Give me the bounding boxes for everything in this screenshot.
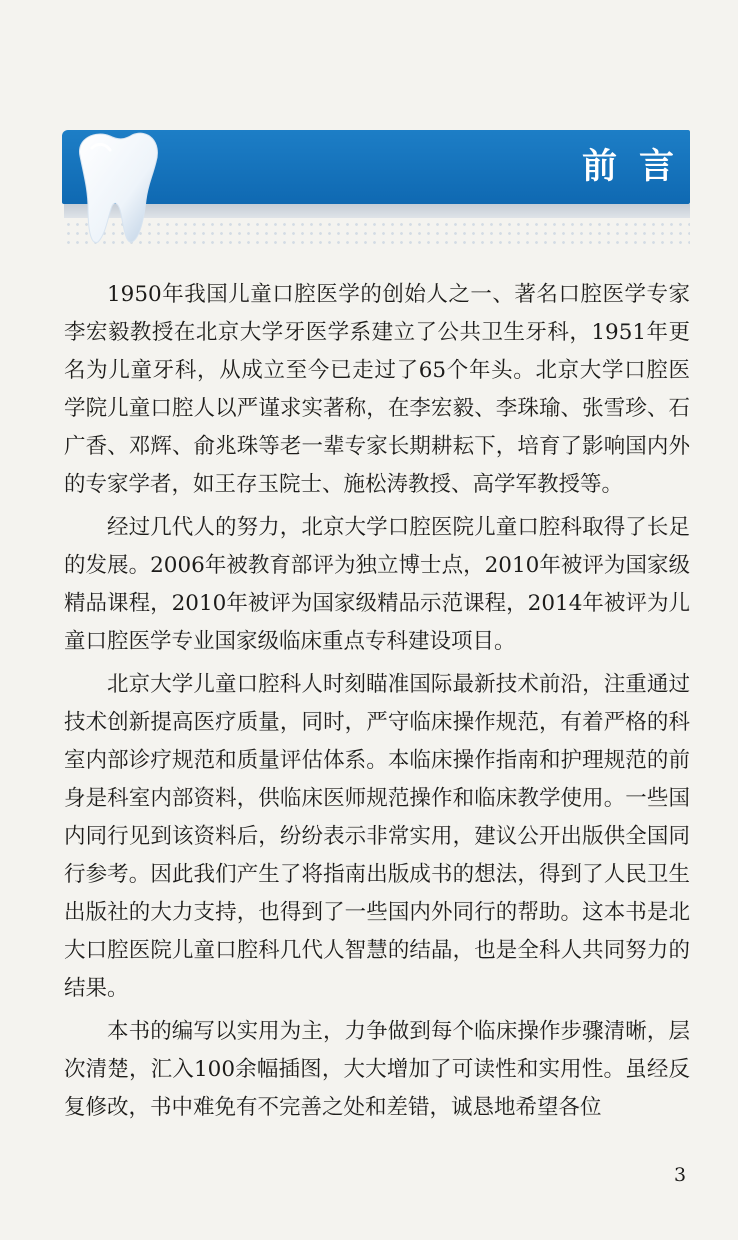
paragraph-2: 经过几代人的努力，北京大学口腔医院儿童口腔科取得了长足的发展。2006年被教育部评为独立博士点，2010年被评为国家级精品课程，2010年被评为国家级精品示范课程，2014年被评为儿童口腔医学专业国家级临床重点专科建设项目。 <box>64 515 690 654</box>
preface-body <box>64 276 690 1132</box>
paragraph-1: 1950年我国儿童口腔医学的创始人之一、著名口腔医学专家李宏毅教授在北京大学牙医学系建立了公共卫生牙科，1951年更名为儿童牙科，从成立至今已走过了65个年头。北京大学口腔医学院儿童口腔人以严谨求实著称，在李宏毅、李珠瑜、张雪珍、石广香、邓辉、俞兆珠等老一辈专家长期耕耘下，培育了影响国内外的专家学者，如王存玉院士、施松涛教授、高学军教授等。 <box>64 282 690 497</box>
page-title: 前言 <box>581 147 696 187</box>
page-number: 3 <box>674 1164 687 1186</box>
paragraph-3: 北京大学儿童口腔科人时刻瞄准国际最新技术前沿，注重通过技术创新提高医疗质量，同时，严守临床操作规范，有着严格的科室内部诊疗规范和质量评估体系。本临床操作指南和护理规范的前身是科室内部资料，供临床医师规范操作和临床教学使用。一些国内同行见到该资料后，纷纷表示非常实用，建议公开出版供全国同行参考。因此我们产生了将指南出版成书的想法，得到了人民卫生出版社的大力支持，也得到了一些国内外同行的帮助。这本书是北大口腔医院儿童口腔科几代人智慧的结晶，也是全科人共同努力的结果。 <box>64 672 690 1001</box>
paragraph-4: 本书的编写以实用为主，力争做到每个临床操作步骤清晰，层次清楚，汇入100余幅插图，大大增加了可读性和实用性。虽经反复修改，书中难免有不完善之处和差错，诚恳地希望各位 <box>64 1019 690 1120</box>
tooth-icon <box>66 126 166 248</box>
